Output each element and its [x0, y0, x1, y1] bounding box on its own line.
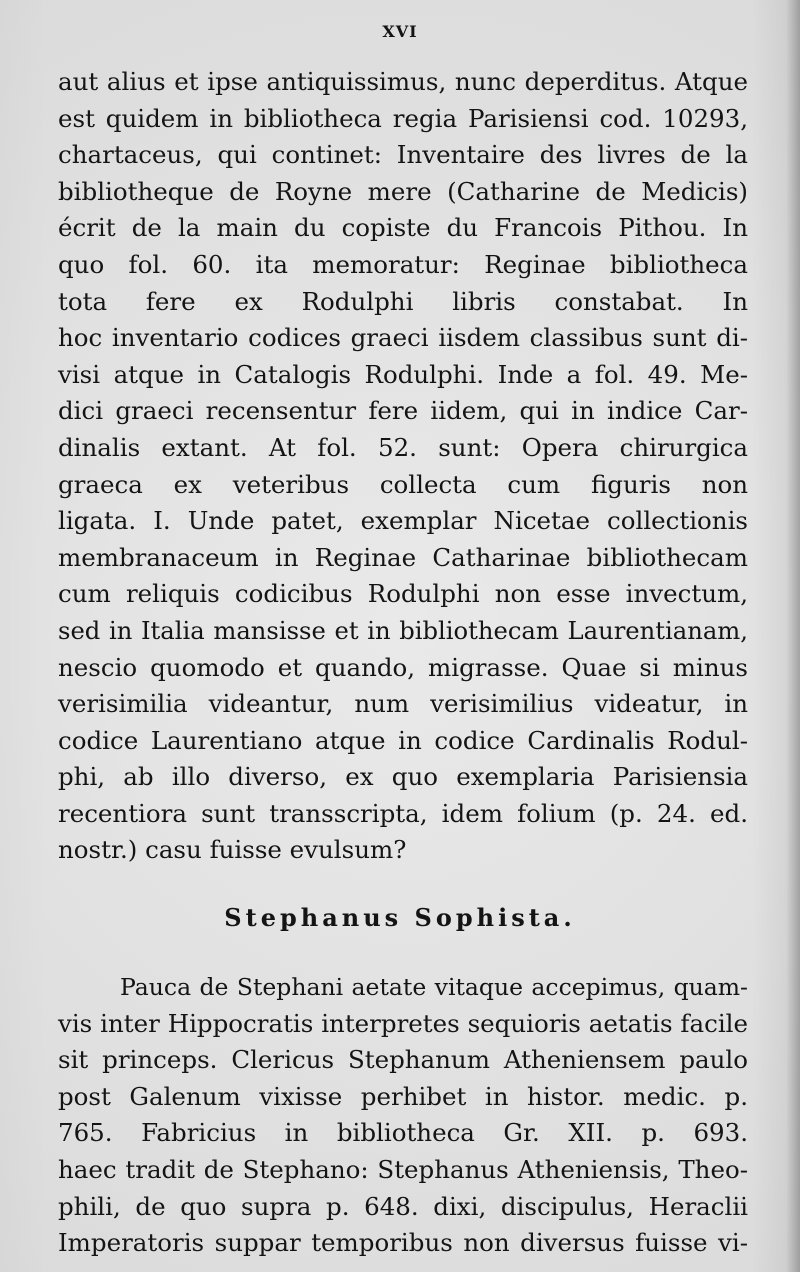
- text-line: post Galenum vixisse perhibet in histor. medic. p.: [58, 1081, 748, 1111]
- text-line: membranaceum in Reginae Catharinae bibliothecam: [58, 542, 748, 572]
- text-line: ligata. I. Unde patet, exemplar Nicetae collectionis: [58, 506, 748, 536]
- text-line: haec tradit de Stephano: Stephanus Atheniensis, Theo-: [58, 1154, 748, 1184]
- page-number: XVI: [382, 22, 418, 41]
- text-line: quo fol. 60. ita memoratur: Reginae bibliotheca: [58, 249, 748, 279]
- text-line: cum reliquis codicibus Rodulphi non esse invectum,: [58, 579, 748, 609]
- text-line: hoc inventario codices graeci iisdem classibus sunt di-: [58, 323, 748, 353]
- text-line: 765. Fabricius in bibliotheca Gr. XII. p. 693.: [58, 1118, 748, 1148]
- text-line: sed in Italia mansisse et in bibliothecam Laurentianam,: [58, 615, 748, 645]
- text-line: recentiora sunt transscripta, idem folium (p. 24. ed.: [58, 798, 748, 828]
- text-line: dici graeci recensentur fere iidem, qui in indice Car-: [58, 396, 748, 426]
- paragraph-stephanus: [58, 969, 748, 1262]
- text-line: nescio quomodo et quando, migrasse. Quae si minus: [58, 652, 748, 682]
- paragraph-continued: [58, 64, 748, 869]
- text-line: écrit de la main du copiste du Francois Pithou. In: [58, 213, 748, 243]
- text-line: verisimilia videantur, num verisimilius videatur, in: [58, 689, 748, 719]
- text-line: dinalis extant. At fol. 52. sunt: Opera chirurgica: [58, 432, 748, 462]
- text-line: bibliotheque de Royne mere (Catharine de Medicis): [58, 176, 748, 206]
- text-line: nostr.) casu fuisse evulsum?: [58, 835, 407, 865]
- text-line: chartaceus, qui continet: Inventaire des livres de la: [58, 140, 748, 170]
- text-line: Pauca de Stephani aetate vitaque accepimus, quam-: [120, 973, 748, 1001]
- text-line: aut alius et ipse antiquissimus, nunc deperditus. Atque: [58, 67, 748, 96]
- text-line: Imperatoris suppar temporibus non diversus fuisse vi-: [58, 1228, 748, 1258]
- text-line: codice Laurentiano atque in codice Cardinalis Rodul-: [58, 725, 748, 755]
- text-line: tota fere ex Rodulphi libris constabat. In: [58, 286, 748, 316]
- text-line: visi atque in Catalogis Rodulphi. Inde a fol. 49. Me-: [58, 359, 748, 389]
- text-line: vis inter Hippocratis interpretes sequioris aetatis facile: [58, 1008, 748, 1038]
- text-line: phi, ab illo diverso, ex quo exemplaria Parisiensia: [58, 762, 748, 792]
- text-line: phili, de quo supra p. 648. dixi, discipulus, Heraclii: [58, 1191, 748, 1221]
- text-line: graeca ex veteribus collecta cum figuris non: [58, 469, 748, 499]
- page-edge-shadow: [786, 0, 800, 1272]
- text-line: sit princeps. Clericus Stephanum Atheniensem paulo: [58, 1045, 748, 1075]
- text-line: est quidem in bibliotheca regia Parisiensi cod. 10293,: [58, 103, 748, 133]
- section-heading: Stephanus Sophista.: [224, 903, 576, 932]
